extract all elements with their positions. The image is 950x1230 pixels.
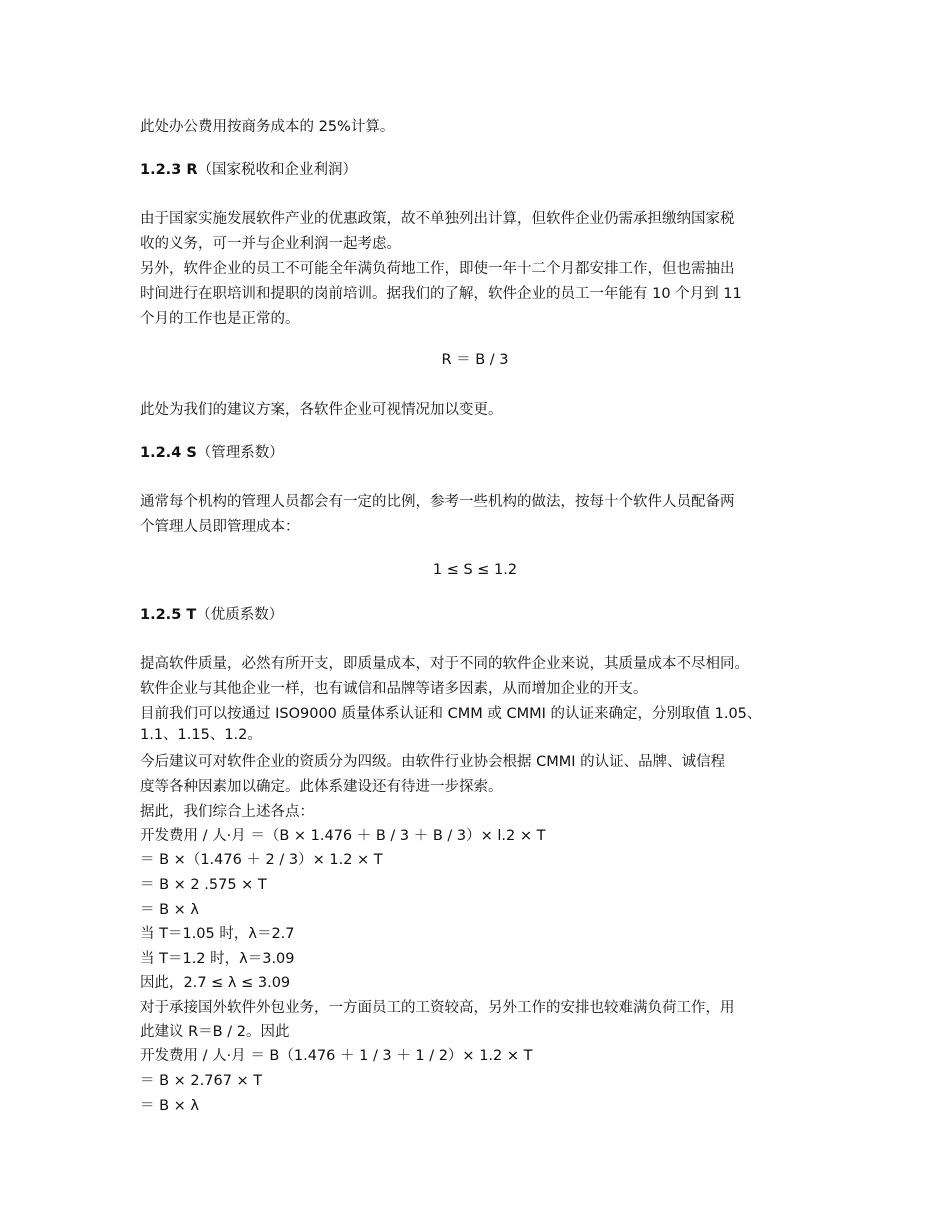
paragraph-line: 通常每个机构的管理人员都会有一定的比例，参考一些机构的做法，按每十个软件人员配备两 <box>140 494 735 510</box>
paragraph-line: 今后建议可对软件企业的资质分为四级。由软件行业协会根据 CMMI 的认证、品牌、诚信程 <box>140 754 726 770</box>
calculation-line: 当 T＝1.05 时，λ＝2.7 <box>140 926 295 942</box>
paragraph-line: 度等各种因素加以确定。此体系建设还有待进一步探索。 <box>140 779 503 795</box>
section-title: （优质系数） <box>196 607 284 623</box>
calculation-line: 开发费用 / 人·月 ＝（B × 1.476 ＋ B / 3 ＋ B / 3）× l.2 × T <box>140 828 546 844</box>
section-number: 1.2.5 T <box>140 607 197 623</box>
paragraph-line: 个月的工作也是正常的。 <box>140 311 300 327</box>
formula-r: R ＝ B / 3 <box>441 352 509 368</box>
paragraph-line: 据此，我们综合上述各点： <box>140 804 314 820</box>
paragraph-line: 提高软件质量，必然有所开支，即质量成本，对于不同的软件企业来说，其质量成本不尽相同。 <box>140 656 749 672</box>
section-heading-1-2-4 <box>140 443 820 463</box>
paragraph-line: 对于承接国外软件外包业务，一方面员工的工资较高，另外工作的安排也较难满负荷工作，用 <box>140 1000 735 1016</box>
calculation-line: ＝ B × 2 .575 × T <box>140 877 267 893</box>
calculation-line: ＝ B ×（1.476 ＋ 2 / 3）× 1.2 × T <box>140 852 383 868</box>
section-number: 1.2.4 S <box>140 445 197 461</box>
formula-s: 1 ≤ S ≤ 1.2 <box>432 562 518 578</box>
section-number: 1.2.3 R <box>140 162 198 178</box>
paragraph-line: 软件企业与其他企业一样，也有诚信和品牌等诸多因素，从而增加企业的开支。 <box>140 681 648 697</box>
paragraph-line: 收的义务，可一并与企业利润一起考虑。 <box>140 236 401 252</box>
calculation-line: 当 T＝1.2 时，λ＝3.09 <box>140 951 295 967</box>
calculation-line: ＝ B × λ <box>140 1098 200 1114</box>
paragraph-line: 由于国家实施发展软件产业的优惠政策，故不单独列出计算，但软件企业仍需承担缴纳国家税 <box>140 211 735 227</box>
office-cost-line: 此处办公费用按商务成本的 25%计算。 <box>140 119 395 135</box>
paragraph-line: 目前我们可以按通过 ISO9000 质量体系认证和 CMM 或 CMMI 的认证来确定，分别取值 1.05、 <box>140 706 762 722</box>
section-title: （国家税收和企业利润） <box>197 162 357 178</box>
section-title: （管理系数） <box>196 445 284 461</box>
calculation-line: 开发费用 / 人·月 ＝ B（1.476 ＋ 1 / 3 ＋ 1 / 2）× 1.2 × T <box>140 1048 533 1064</box>
paragraph-line: 此处为我们的建议方案，各软件企业可视情况加以变更。 <box>140 402 503 418</box>
section-heading-1-2-3 <box>140 160 820 180</box>
section-heading-1-2-5 <box>140 605 820 625</box>
paragraph-line: 时间进行在职培训和提职的岗前培训。据我们的了解，软件企业的员工一年能有 10 个月到 11 <box>140 286 742 302</box>
calculation-line: ＝ B × λ <box>140 902 200 918</box>
calculation-line: ＝ B × 2.767 × T <box>140 1073 263 1089</box>
paragraph-line: 1.1、1.15、1.2。 <box>140 727 262 743</box>
paragraph-line: 个管理人员即管理成本： <box>140 519 300 535</box>
calculation-line: 因此，2.7 ≤ λ ≤ 3.09 <box>140 975 291 991</box>
paragraph-line: 此建议 R＝B / 2。因此 <box>140 1024 290 1040</box>
paragraph-line: 另外，软件企业的员工不可能全年满负荷地工作，即使一年十二个月都安排工作，但也需抽出 <box>140 261 735 277</box>
